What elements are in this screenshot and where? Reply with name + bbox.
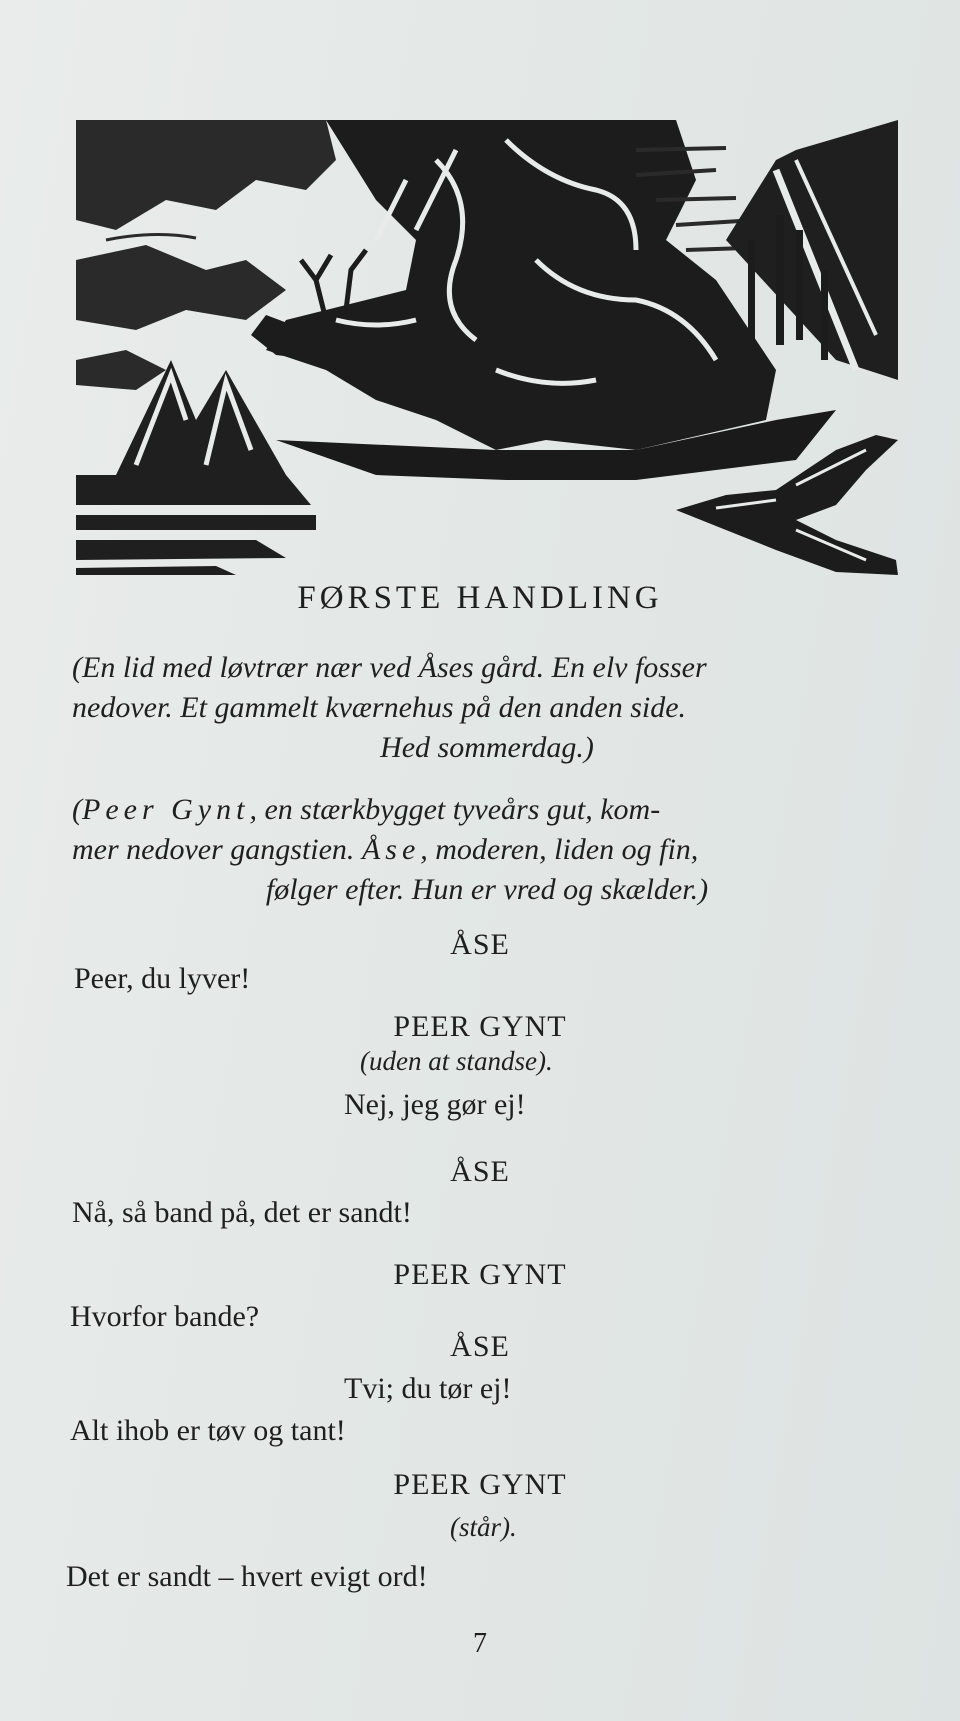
character-name-ase: Åse — [361, 833, 421, 866]
speaker-peer-gynt-1: PEER GYNT — [393, 1010, 567, 1043]
direction-1: (uden at standse). — [360, 1046, 553, 1076]
character-name-peer-gynt: Peer Gynt — [82, 793, 250, 826]
dialogue-line-5b: Alt ihob er tøv og tant! — [70, 1414, 346, 1447]
dialogue-line-2: Nej, jeg gør ej! — [344, 1088, 526, 1121]
direction-2: (står). — [450, 1512, 517, 1542]
stage-direction-2-line-3: følger efter. Hun er vred og skælder.) — [265, 873, 709, 906]
act-title: FØRSTE HANDLING — [297, 580, 663, 616]
stage-direction-2-line-2-post: , moderen, liden og fin, — [420, 833, 699, 866]
stage-direction-1 — [72, 648, 902, 768]
dialogue-line-3: Nå, så band på, det er sandt! — [72, 1196, 412, 1229]
speaker-ase-3: ÅSE — [450, 1330, 510, 1363]
speaker-ase-1: ÅSE — [450, 928, 510, 961]
page-number: 7 — [473, 1628, 487, 1659]
speaker-peer-gynt-3: PEER GYNT — [393, 1468, 567, 1501]
stage-direction-2-line-2-pre: mer nedover gangstien. — [72, 833, 362, 866]
water-left — [76, 515, 316, 575]
stage-direction-2 — [72, 790, 902, 910]
stage-direction-2-line-1: , en stærkbygget tyveårs gut, kom- — [249, 793, 661, 826]
speaker-peer-gynt-2: PEER GYNT — [393, 1258, 567, 1291]
dialogue-line-6: Det er sandt – hvert evigt ord! — [66, 1560, 428, 1593]
stage-direction-1-line-3: Hed sommerdag.) — [380, 731, 594, 764]
speaker-ase-2: ÅSE — [450, 1155, 510, 1188]
dialogue-line-4: Hvorfor bande? — [70, 1300, 260, 1333]
stage-direction-1-line-1: (En lid med løvtrær nær ved Åses gård. En elv fosser — [72, 651, 707, 684]
dialogue-line-5a: Tvi; du tør ej! — [344, 1372, 512, 1405]
stage-direction-1-line-2: nedover. Et gammelt kværnehus på den anden side. — [72, 691, 687, 724]
dialogue-line-1: Peer, du lyver! — [74, 962, 251, 995]
woodcut-illustration — [76, 120, 898, 575]
stage-direction-2-open: ( — [72, 793, 82, 826]
